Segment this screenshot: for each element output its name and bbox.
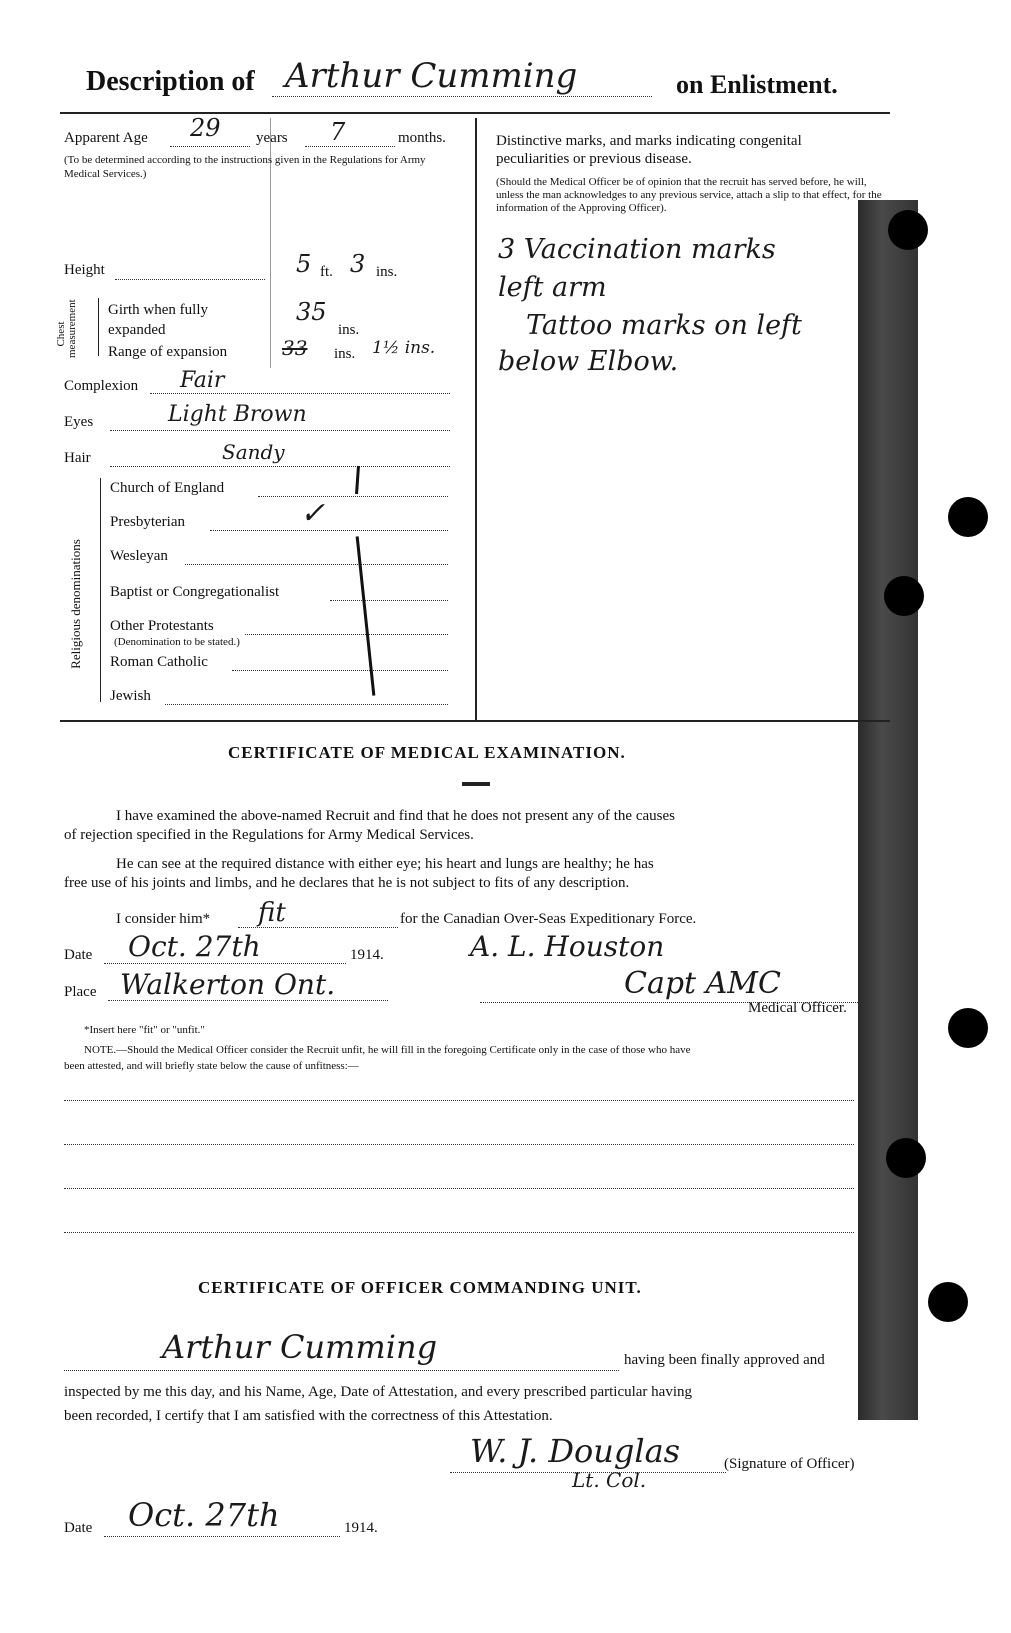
eyes-value: Light Brown xyxy=(168,402,307,427)
punch-hole xyxy=(948,1008,988,1048)
hair-label: Hair xyxy=(64,450,91,466)
medical-date-year: 1914. xyxy=(350,947,384,963)
marks-line-3: Tattoo marks on left xyxy=(526,310,802,341)
place-line xyxy=(108,1000,388,1001)
commanding-officer-rank: Lt. Col. xyxy=(572,1468,647,1492)
height-ins-label: ins. xyxy=(376,264,398,280)
religion-line xyxy=(210,530,448,531)
medical-officer-rank: Capt AMC xyxy=(624,966,781,1001)
age-months-line xyxy=(305,146,395,147)
marks-note: (Should the Medical Officer be of opinion that the recruit has served before, he will, unless the man acknowledges to any previous service, attach a slip to that effect, for the information of the Approving Officer). xyxy=(496,176,882,214)
religion-line xyxy=(245,634,448,635)
height-lead-line xyxy=(115,279,265,280)
medical-heading-dash xyxy=(462,782,490,786)
marks-line-4: below Elbow. xyxy=(498,346,679,377)
girth-value: 35 xyxy=(296,298,327,326)
complexion-label: Complexion xyxy=(64,378,139,394)
age-note: (To be determined according to the instructions given in the Regulations for Army Medical Services.) xyxy=(64,154,426,180)
chest-bracket xyxy=(98,298,99,356)
age-years-line xyxy=(170,146,250,147)
eyes-label: Eyes xyxy=(64,414,94,430)
chest-label: Chest measurement xyxy=(55,299,78,358)
religion-line xyxy=(258,496,448,497)
medical-date-line xyxy=(104,963,346,964)
religion-line xyxy=(185,564,448,565)
medical-date-value: Oct. 27th xyxy=(128,930,261,963)
range-value: 33 xyxy=(282,336,308,360)
consider-suffix: for the Canadian Over-Seas Expeditionary Force. xyxy=(400,911,697,927)
hair-value: Sandy xyxy=(222,440,285,464)
marks-line-1: 3 Vaccination marks xyxy=(498,234,776,265)
marks-label: Distinctive marks, and marks indicating congenital peculiarities or previous disease. xyxy=(496,133,802,167)
commanding-name-line xyxy=(64,1370,619,1371)
religion-side-label: Religious denominations xyxy=(68,539,83,669)
religion-other-protestants: Other Protestants xyxy=(110,618,214,634)
header-rule xyxy=(60,112,890,114)
recruit-name: Arthur Cumming xyxy=(285,56,578,96)
complexion-value: Fair xyxy=(180,368,225,393)
medical-heading: CERTIFICATE OF MEDICAL EXAMINATION. xyxy=(228,743,626,762)
religion-line xyxy=(232,670,448,671)
consider-value: fit xyxy=(258,898,286,928)
punch-hole xyxy=(888,210,928,250)
age-label: Apparent Age xyxy=(64,130,148,146)
insert-note: *Insert here "fit" or "unfit." xyxy=(84,1024,205,1036)
medical-para-2a: He can see at the required distance with either eye; his heart and lungs are healthy; he has xyxy=(116,856,654,872)
unfitness-line xyxy=(64,1232,854,1233)
presbyterian-mark: ✓ xyxy=(300,496,326,531)
complexion-line xyxy=(150,393,450,394)
ft-label: ft. xyxy=(320,264,333,280)
range-ins-label: ins. xyxy=(334,346,356,362)
unfit-note-a: NOTE.—Should the Medical Officer consider the Recruit unfit, he will fill in the foregoing Certificate only in the case of those who have xyxy=(84,1044,691,1056)
religion-roman-catholic: Roman Catholic xyxy=(110,654,208,670)
commanding-para-b: inspected by me this day, and his Name, Age, Date of Attestation, and every prescribed particular having xyxy=(64,1384,693,1400)
months-label: months. xyxy=(398,130,446,146)
commanding-date-line xyxy=(104,1536,340,1537)
religion-jewish: Jewish xyxy=(110,688,151,704)
section-rule xyxy=(60,720,890,722)
place-label: Place xyxy=(64,984,97,1000)
consider-label: I consider him* xyxy=(116,911,211,927)
religion-line xyxy=(330,600,448,601)
medical-date-label: Date xyxy=(64,947,93,963)
range-note: 1½ ins. xyxy=(372,338,436,358)
medical-para-1b: of rejection specified in the Regulations for Army Medical Services. xyxy=(64,827,474,843)
unfit-note-b: been attested, and will briefly state below the cause of unfitness:— xyxy=(64,1060,359,1072)
header-prefix: Description of xyxy=(86,66,255,97)
column-divider xyxy=(475,118,477,720)
header-name-line xyxy=(272,96,652,97)
hair-line xyxy=(110,466,450,467)
commanding-date-year: 1914. xyxy=(344,1520,378,1536)
religion-presbyterian: Presbyterian xyxy=(110,514,185,530)
medical-officer-signature: A. L. Houston xyxy=(470,930,665,963)
marks-line-2: left arm xyxy=(498,272,607,303)
commanding-date-label: Date xyxy=(64,1520,93,1536)
punch-hole xyxy=(928,1282,968,1322)
commanding-para-c: been recorded, I certify that I am satisfied with the correctness of this Attestation. xyxy=(64,1408,553,1424)
medical-para-1a: I have examined the above-named Recruit and find that he does not present any of the causes xyxy=(116,808,675,824)
religion-line xyxy=(165,704,448,705)
medical-officer-label: Medical Officer. xyxy=(748,1000,847,1016)
binding-strip xyxy=(858,200,918,1420)
strike-line xyxy=(355,466,360,494)
religion-baptist: Baptist or Congregationalist xyxy=(110,584,280,600)
consider-line xyxy=(238,927,398,928)
girth-label: Girth when fully expanded xyxy=(108,302,208,338)
punch-hole xyxy=(886,1138,926,1178)
commanding-heading: CERTIFICATE OF OFFICER COMMANDING UNIT. xyxy=(198,1278,642,1297)
punch-hole xyxy=(948,497,988,537)
height-ins-value: 3 xyxy=(350,250,366,278)
unfitness-line xyxy=(64,1188,854,1189)
punch-hole xyxy=(884,576,924,616)
eyes-line xyxy=(110,430,450,431)
denomination-note: (Denomination to be stated.) xyxy=(114,636,240,648)
religion-wesleyan: Wesleyan xyxy=(110,548,168,564)
header-suffix: on Enlistment. xyxy=(676,70,838,99)
height-ft-value: 5 xyxy=(296,250,312,278)
place-value: Walkerton Ont. xyxy=(120,968,336,1001)
commanding-name-value: Arthur Cumming xyxy=(162,1328,438,1366)
commanding-para-a: having been finally approved and xyxy=(624,1352,825,1368)
commanding-date-value: Oct. 27th xyxy=(128,1496,280,1534)
girth-ins-label: ins. xyxy=(338,322,360,338)
unfitness-line xyxy=(64,1144,854,1145)
medical-para-2b: free use of his joints and limbs, and he declares that he is not subject to fits of any description. xyxy=(64,875,630,891)
signature-of-officer-label: (Signature of Officer) xyxy=(724,1456,855,1472)
age-months-value: 7 xyxy=(330,118,346,146)
unfitness-line xyxy=(64,1100,854,1101)
religion-church-of-england: Church of England xyxy=(110,480,225,496)
height-label: Height xyxy=(64,262,105,278)
age-years-value: 29 xyxy=(190,114,221,142)
religion-bracket xyxy=(100,478,101,702)
strike-line xyxy=(356,536,376,695)
range-label: Range of expansion xyxy=(108,344,228,360)
years-label: years xyxy=(256,130,288,146)
commanding-officer-signature: W. J. Douglas xyxy=(470,1432,681,1470)
